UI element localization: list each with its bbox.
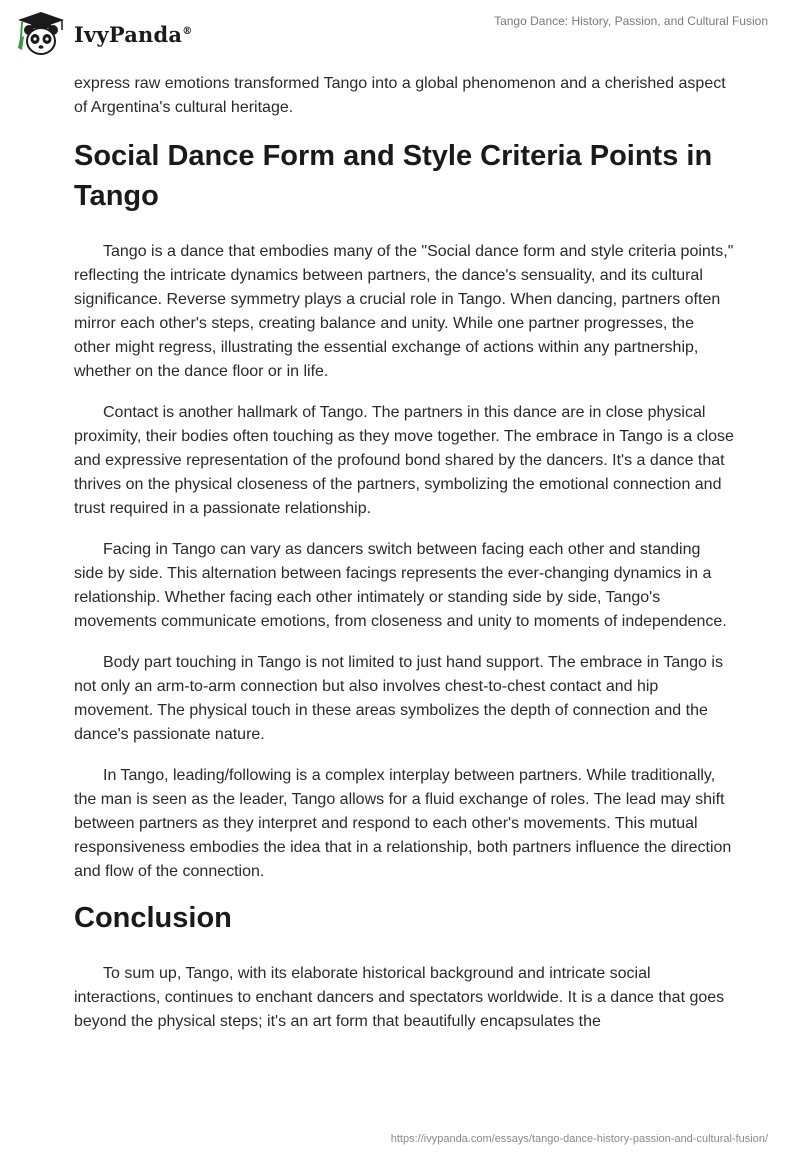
body-paragraph: Body part touching in Tango is not limited to just hand support. The embrace in Tango is not only an arm-to-arm connection but also involves chest-to-chest contact and hip movement. The physical touch in these areas symbolizes the depth of connection and the dance's passionate nature. <box>74 654 723 743</box>
logo-text: IvyPanda® <box>74 21 193 47</box>
source-url[interactable]: https://ivypanda.com/essays/tango-dance-history-passion-and-cultural-fusion/ <box>390 1133 768 1145</box>
body-paragraph: Facing in Tango can vary as dancers switch between facing each other and standing side by side. This alternation between facings represents the ever-changing dynamics in a relationship. Whether facing each other intimately or standing side by side, Tango's movements communicate emotions, from closeness and unity to moments of independence. <box>74 541 727 630</box>
conclusion-paragraph: To sum up, Tango, with its elaborate historical background and intricate social interactions, continues to enchant dancers and spectators worldwide. It is a dance that goes beyond the physical steps; it's an art form that beautifully encapsulates the <box>74 965 725 1030</box>
body-paragraph: Contact is another hallmark of Tango. The partners in this dance are in close physical proximity, their bodies often touching as they move together. The embrace in Tango is a close and expressive representation of the profound bond shared by the dancers. It's a dance that thrives on the physical closeness of the partners, symbolizing the emotional connection and trust required in a passionate relationship. <box>74 404 734 517</box>
ivypanda-logo[interactable] <box>12 10 192 58</box>
body-paragraph: Tango is a dance that embodies many of the "Social dance form and style criteria points," reflecting the intricate dynamics between partners, the dance's sensuality, and its cultural significance. Reverse symmetry plays a crucial role in Tango. When dancing, partners often mirror each other's steps, creating balance and unity. While one partner progresses, the other might regress, illustrating the essential exchange of actions within any partnership, whether on the dance floor or in life. <box>74 243 734 380</box>
page-header <box>0 0 800 70</box>
document-title: Tango Dance: History, Passion, and Cultural Fusion <box>494 14 768 28</box>
essay-content <box>74 72 734 1034</box>
panda-graduate-icon <box>12 10 70 58</box>
intro-paragraph: express raw emotions transformed Tango into a global phenomenon and a cherished aspect of Argentina's cultural heritage. <box>74 75 726 116</box>
conclusion-heading: Conclusion <box>74 902 232 934</box>
section-heading: Social Dance Form and Style Criteria Points in Tango <box>74 140 713 212</box>
body-paragraph: In Tango, leading/following is a complex interplay between partners. While traditionally, the man is seen as the leader, Tango allows for a fluid exchange of roles. The lead may shift between partners as they interpret and respond to each other's movements. This mutual responsiveness embodies the idea that in a relationship, both partners influence the direction and flow of the connection. <box>74 767 732 880</box>
